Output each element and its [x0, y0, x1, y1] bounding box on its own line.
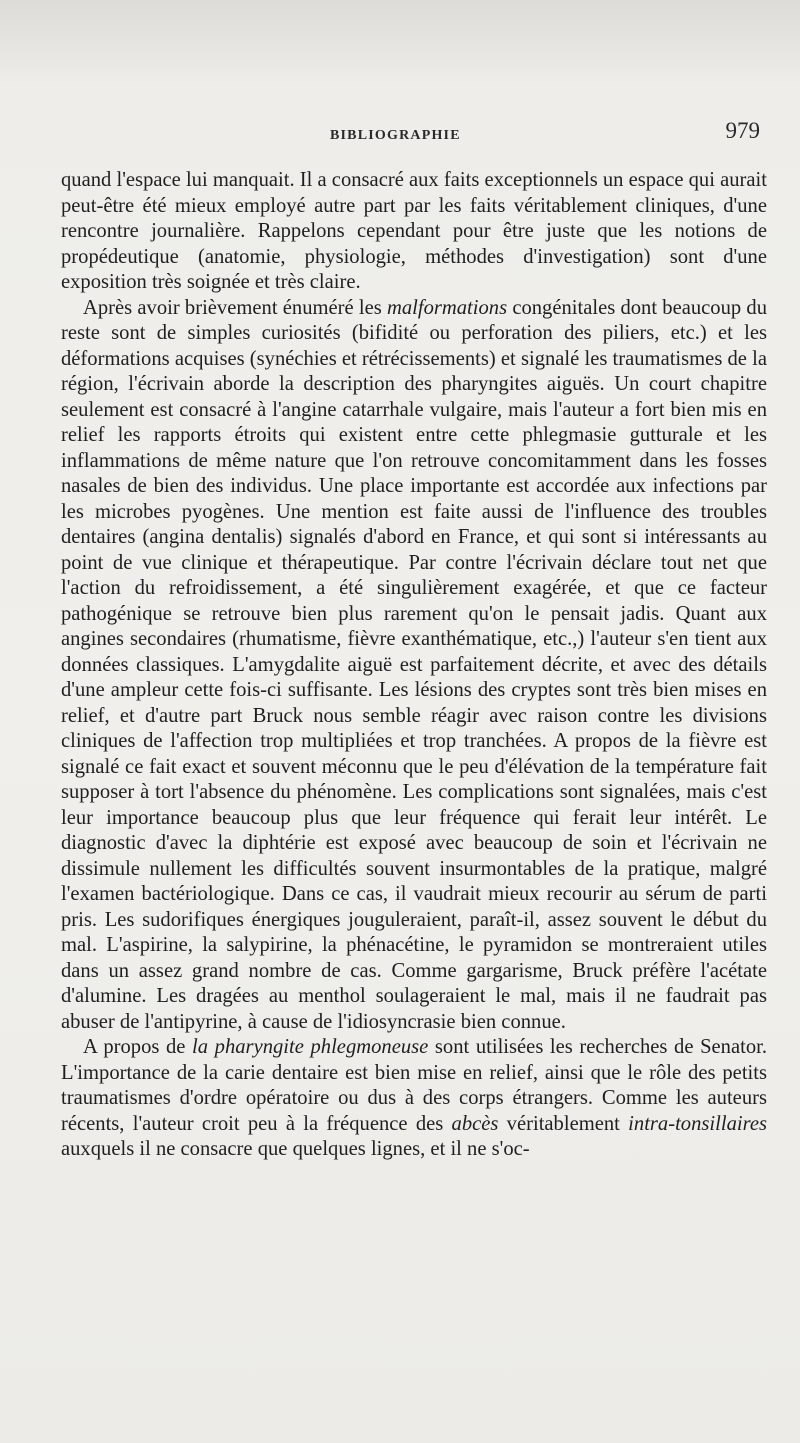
text-segment: quand l'espace lui manquait. Il a consacré aux faits exceptionnels un espace qui aurait peut-être été mieux employé autre part par les faits véritablement cliniques, d'une rencontre journalière. Rappelons cependant pour être juste que les notions de propédeutique (anatomie, physiologie, méthodes d'investigation) sont d'une exposition très soignée et très claire.: [61, 169, 767, 293]
italic-text-segment: malformations: [386, 296, 508, 319]
page-number: 979: [725, 118, 760, 143]
page-header: [60, 118, 760, 158]
paragraph: [61, 168, 767, 296]
paragraph: [61, 1035, 767, 1163]
text-segment: auxquels il ne consacre que quelques lignes, et il ne s'oc-: [61, 1138, 530, 1160]
italic-text-segment: intra-tonsillaires: [628, 1112, 767, 1135]
running-head: BIBLIOGRAPHIE: [330, 128, 461, 143]
italic-text-segment: la pharyngite phlegmoneuse: [192, 1036, 429, 1058]
text-segment: congénitales dont beaucoup du reste sont de simples curiosités (bifidité ou perforation des piliers, etc.) et les déformations acquises (synéchies et rétrécissements) et signalé les traumatismes de la région, l'écrivain aborde la description des pharyngites aiguës. Un court chapitre seulement est consacré à l'angine catarrhale vulgaire, mais l'auteur a fort bien mis en relief les rapports étroits qui existent entre cette phlegmasie gutturale et les inflammations de même nature que l'on retrouve concomitamment dans les fosses nasales de bien des individus. Une place importante est accordée aux infections par les microbes pyogènes. Une mention est faite aussi de l'influence des troubles dentaires (angina dentalis) signalés d'abord en France, et qui sont si intéressants au point de vue clinique et thérapeutique. Par contre l'écrivain déclare tout net que l'action du refroidissement, a été singulièrement exagérée, et que ce facteur pathogénique se retrouve bien plus rarement qu'on le pensait jadis. Quant aux angines secondaires (rhumatisme, fièvre exanthématique, etc.,) l'auteur s'en tient aux données classiques. L'amygdalite aiguë est parfaitement décrite, et avec des détails d'une ampleur cette fois-ci suffisante. Les lésions des cryptes sont très bien mises en relief, et d'autre part Bruck nous semble réagir avec raison contre les divisions cliniques de l'affection trop multipliées et trop tranchées. A propos de la fièvre est signalé ce fait exact et souvent méconnu que le peu d'élévation de la température fait supposer à tort l'absence du phénomène. Les complications sont signalées, mais c'est leur importance beaucoup plus que leur fréquence qui ferait leur intérêt. Le diagnostic d'avec la diphtérie est exposé avec beaucoup de soin et l'écrivain ne dissimule nullement les difficultés souvent insurmontables de la pratique, malgré l'examen bactériologique. Dans ce cas, il vaudrait mieux recourir au sérum de parti pris. Les sudorifiques énergiques jouguleraient, paraît-il, assez souvent le début du mal. L'aspirine, la salypirine, la phénacétine, le pyramidon se montreraient utiles dans un assez grand nombre de cas. Comme gargarisme, Bruck préfère l'acétate d'alumine. Les dragées au menthol soulageraient le mal, mais il ne faudrait pas abuser de l'antipyrine, à cause de l'idiosyncrasie bien connue.: [61, 296, 767, 1033]
body-text: [61, 168, 767, 1163]
text-segment: A propos de: [83, 1036, 193, 1058]
italic-text-segment: abcès: [451, 1112, 499, 1135]
text-segment: véritablement: [498, 1112, 629, 1135]
paragraph: [61, 296, 767, 1036]
text-segment: sont utilisées les recherches de Senator. L'importance de la carie dentaire est bien mise en relief, ainsi que le rôle des petits traumatismes d'ordre opératoire ou dus à des corps étrangers. Comme les auteurs récents, l'auteur croit peu à la fréquence des: [61, 1036, 767, 1135]
text-segment: Après avoir brièvement énuméré les: [83, 296, 387, 319]
